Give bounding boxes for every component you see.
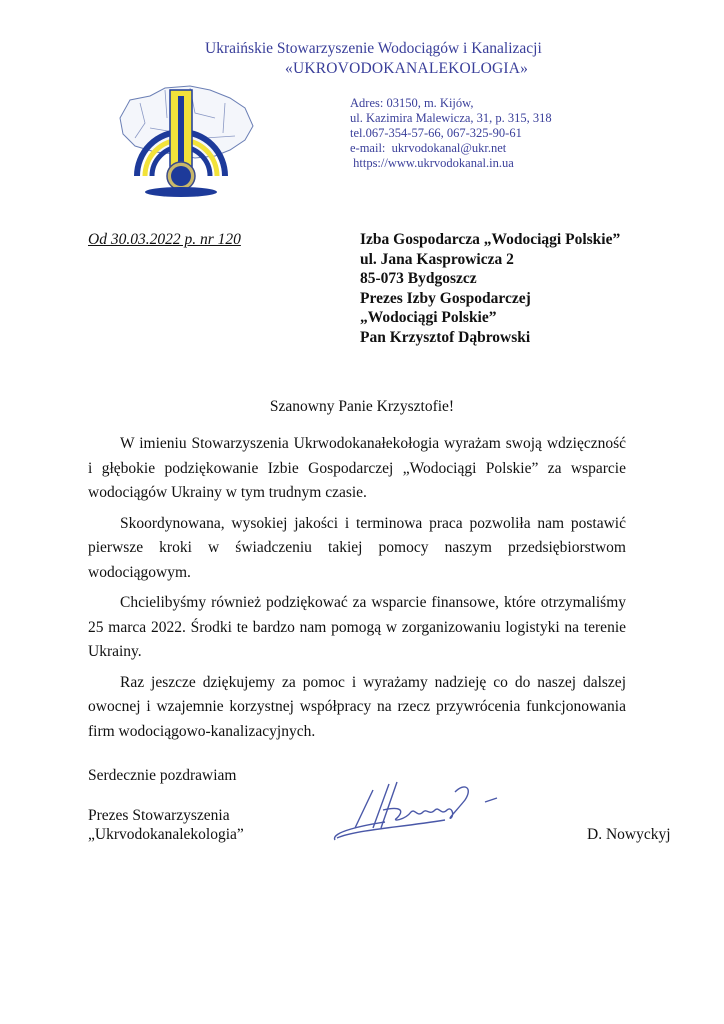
- handwritten-signature-icon: [325, 770, 525, 850]
- letter-reference: Od 30.03.2022 p. nr 120: [88, 231, 241, 248]
- recipient-line: „Wodociągi Polskie”: [360, 309, 497, 326]
- closing-phrase: Serdecznie pozdrawiam: [88, 767, 237, 784]
- recipient-line: 85-073 Bydgoszcz: [360, 270, 477, 287]
- signer-name: D. Nowyckyj: [587, 826, 671, 843]
- body-paragraph: Skoordynowana, wysokiej jakości i terminowa praca pozwoliła nam postawić pierwsze kroki w świadczeniu takiej pomocy naszym przedsiębiorstwom wodociągowym.: [88, 514, 626, 581]
- signer-title-line: „Ukrvodokanalekologia”: [88, 826, 244, 843]
- contact-website[interactable]: https://www.ukrvodokanal.in.ua: [350, 156, 514, 170]
- recipient-line: Izba Gospodarcza „Wodociągi Polskie”: [360, 231, 621, 248]
- letter-body: [88, 432, 626, 750]
- contact-phone: tel.067-354-57-66, 067-325-90-61: [350, 126, 522, 140]
- recipient-block: [360, 230, 620, 347]
- recipient-line: Prezes Izby Gospodarczej: [360, 289, 531, 307]
- contact-address: Adres: 03150, m. Kijów,: [350, 96, 474, 110]
- recipient-line: ul. Jana Kasprowicza 2: [360, 250, 514, 268]
- letterhead-org-name: Ukraińskie Stowarzyszenie Wodociągów i Kanalizacji: [205, 40, 542, 57]
- association-emblem-icon: [95, 78, 265, 198]
- contact-street: ul. Kazimira Malewicza, 31, p. 315, 318: [350, 111, 552, 125]
- recipient-line: Pan Krzysztof Dąbrowski: [360, 328, 531, 346]
- letterhead-org-short-name: «UKROVODOKANALEKOLOGIA»: [285, 60, 529, 77]
- body-paragraph: Raz jeszcze dziękujemy za pomoc i wyrażamy nadzieję co do naszej dalszej owocnej i wzajemnie korzystnej współpracy na rzecz przywrócenia funkcjonowania firm wodociągowo-kanalizacyjnych.: [88, 673, 626, 740]
- signer-title-line: Prezes Stowarzyszenia: [88, 807, 230, 824]
- letterhead-contacts: [350, 96, 552, 171]
- body-paragraph: Chcielibyśmy również podziękować za wsparcie finansowe, które otrzymaliśmy 25 marca 2022. Środki te bardzo nam pomogą w zorganizowaniu logistyki na terenie Ukrainy.: [88, 594, 626, 660]
- contact-email[interactable]: e-mail: ukrvodokanal@ukr.net: [350, 141, 507, 155]
- salutation: Szanowny Panie Krzysztofie!: [269, 398, 455, 415]
- body-paragraph: W imieniu Stowarzyszenia Ukrwodokanałekołogia wyrażam swoją wdzięczność i głębokie podziękowanie Izbie Gospodarczej „Wodociągi Polskie” za wsparcie wodociągów Ukrainy w tym trudnym czasie.: [88, 435, 626, 501]
